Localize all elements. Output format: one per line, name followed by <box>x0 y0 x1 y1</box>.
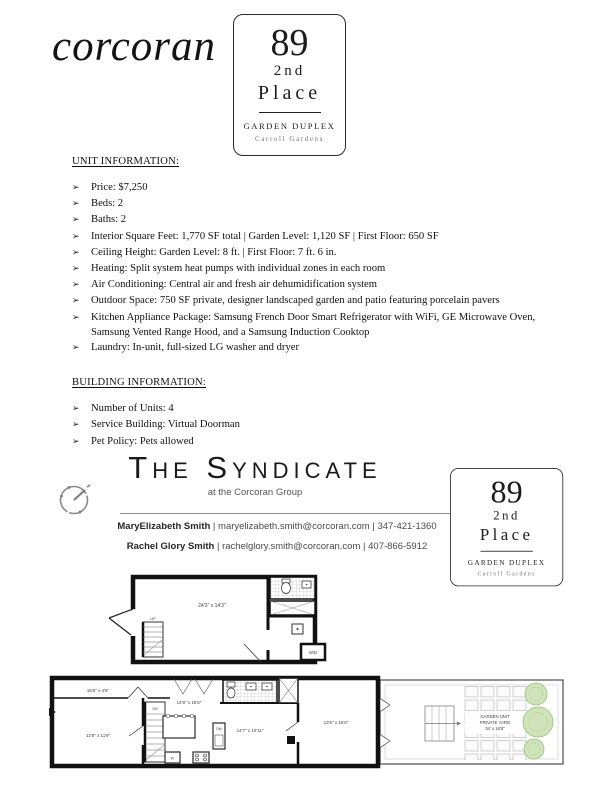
badge-street: 2nd <box>493 509 520 523</box>
team-name: The Syndicate <box>128 450 382 485</box>
sink-drain <box>306 584 308 586</box>
list-item <box>72 401 553 417</box>
badge-neighborhood: Carroll Gardens <box>255 135 324 143</box>
room-dimension-label: 12'8" x 11'9" <box>85 733 111 738</box>
list-item <box>72 293 553 309</box>
stool-icon <box>166 714 170 718</box>
building-info-item: Service Building: Virtual Doorman <box>91 419 240 431</box>
list-item <box>72 196 553 212</box>
stool-icon <box>174 714 178 718</box>
range <box>193 752 209 763</box>
up-label: UP <box>150 617 156 621</box>
building-info-item: Pet Policy: Pets allowed <box>91 435 194 447</box>
address-badge-top <box>233 14 346 156</box>
address-badge-bottom <box>450 468 563 586</box>
tree-icon <box>525 683 547 705</box>
badge-street2: Place <box>479 525 534 545</box>
tree-icon <box>523 707 553 737</box>
badge-divider <box>259 112 321 113</box>
information-column <box>72 156 553 471</box>
room-dimension-label: 14'7" x 10'11" <box>236 728 264 733</box>
list-item <box>72 310 553 340</box>
fixture-dot <box>297 628 299 630</box>
hall-dimension-label: 16'5" x 4'5" <box>86 688 110 693</box>
badge-unit-type: GARDEN DUPLEX <box>243 121 336 131</box>
dn-label: DN <box>152 707 158 711</box>
agent-details: | rachelglory.smith@corcoran.com | 407-866-5912 <box>214 541 428 552</box>
unit-info-item: Heating: Split system heat pumps with individual zones in each room <box>91 263 386 275</box>
toilet-icon <box>227 688 235 698</box>
agent-contact-line <box>77 521 477 532</box>
kitchen-dimension-label: 14'8" x 16'6" <box>176 700 202 705</box>
badge-unit-type: GARDEN DUPLEX <box>467 558 546 567</box>
list-item <box>72 434 553 450</box>
arrow-bullet-icon: ➢ <box>72 436 80 447</box>
list-item <box>72 340 553 356</box>
arrow-bullet-icon: ➢ <box>72 199 80 210</box>
building-info-list <box>72 401 553 450</box>
sink-drain <box>250 686 252 688</box>
list-item <box>72 277 553 293</box>
column-pier <box>287 736 295 744</box>
list-item <box>72 212 553 228</box>
yard-label: PRIVATE YARD <box>479 720 511 725</box>
yard-label: GARDEN UNIT <box>480 714 510 719</box>
team-divider <box>120 513 497 514</box>
unit-info-heading: UNIT INFORMATION: <box>72 156 180 167</box>
list-item <box>72 417 553 433</box>
unit-info-item: Air Conditioning: Central air and fresh air dehumidification system <box>91 279 377 291</box>
refrigerator-label: R <box>171 755 174 761</box>
toilet-icon <box>282 583 291 594</box>
unit-info-item: Interior Square Feet: 1,770 SF total | Garden Level: 1,120 SF | First Floor: 650 SF <box>91 230 439 242</box>
arrow-bullet-icon: ➢ <box>72 312 80 323</box>
entry-door-swing <box>109 609 133 635</box>
stool-icon <box>190 714 194 718</box>
washer-dryer-label: W/D <box>308 650 318 655</box>
tree-icon <box>524 739 544 759</box>
sink-drain <box>266 686 268 688</box>
arrow-bullet-icon: ➢ <box>72 420 80 431</box>
kitchen-island <box>163 716 195 738</box>
first-floor-plan <box>100 574 335 669</box>
room-dimension-label: 24'3" x 14'3" <box>198 603 226 609</box>
agent-contact-line <box>77 541 477 552</box>
badge-divider <box>480 551 532 552</box>
agent-details: | maryelizabeth.smith@corcoran.com | 347-421-1360 <box>210 521 437 532</box>
unit-info-item: Outdoor Space: 750 SF private, designer landscaped garden and patio featuring porcelain pavers <box>91 295 500 307</box>
arrow-bullet-icon: ➢ <box>72 231 80 242</box>
arrow-bullet-icon: ➢ <box>72 404 80 415</box>
arrow-bullet-icon: ➢ <box>72 215 80 226</box>
arrow-bullet-icon: ➢ <box>72 280 80 291</box>
unit-info-item: Kitchen Appliance Package: Samsung French Door Smart Refrigerator with WiFi, GE Microwave Oven, Samsung Vented Range Hood, and a Samsung Induction Cooktop <box>91 311 536 338</box>
list-item <box>72 245 553 261</box>
arrow-bullet-icon: ➢ <box>72 247 80 258</box>
agent-contacts <box>77 521 477 561</box>
badge-number: 89 <box>270 22 309 64</box>
agent-name: MaryElizabeth Smith <box>117 521 211 532</box>
corcoran-logo: corcoran <box>52 23 217 70</box>
building-info-item: Number of Units: 4 <box>91 403 174 415</box>
unit-info-item: Ceiling Height: Garden Level: 8 ft. | First Floor: 7 ft. 6 in. <box>91 246 337 258</box>
team-tagline: at the Corcoran Group <box>207 487 303 498</box>
building-info-heading: BUILDING INFORMATION: <box>72 377 206 389</box>
badge-neighborhood: Carroll Gardens <box>477 570 536 578</box>
garden-level-plan <box>48 672 568 772</box>
dishwasher-label: DW <box>216 727 222 731</box>
badge-number: 89 <box>490 474 523 511</box>
badge-street2: Place <box>257 82 322 104</box>
unit-info-item: Beds: 2 <box>91 198 124 210</box>
arrow-bullet-icon: ➢ <box>72 343 80 354</box>
list-item <box>72 229 553 245</box>
yard-label: 34' x 16'8" <box>485 726 505 731</box>
agent-name: Rachel Glory Smith <box>126 541 215 552</box>
toilet-tank-icon <box>227 682 235 687</box>
unit-info-item: Baths: 2 <box>91 214 127 226</box>
arrow-bullet-icon: ➢ <box>72 183 80 193</box>
stool-icon <box>182 714 186 718</box>
list-item <box>72 180 553 196</box>
unit-info-item: Laundry: In-unit, full-sized LG washer and dryer <box>91 342 299 354</box>
unit-info-item: Price: $7,250 <box>91 182 148 193</box>
unit-info-list <box>72 180 553 356</box>
list-item <box>72 261 553 277</box>
team-logo-block <box>85 450 425 498</box>
arrow-bullet-icon: ➢ <box>72 264 80 275</box>
arrow-bullet-icon: ➢ <box>72 296 80 307</box>
room-dimension-label: 13'6" x 16'8" <box>323 720 349 725</box>
badge-street: 2nd <box>273 63 306 79</box>
